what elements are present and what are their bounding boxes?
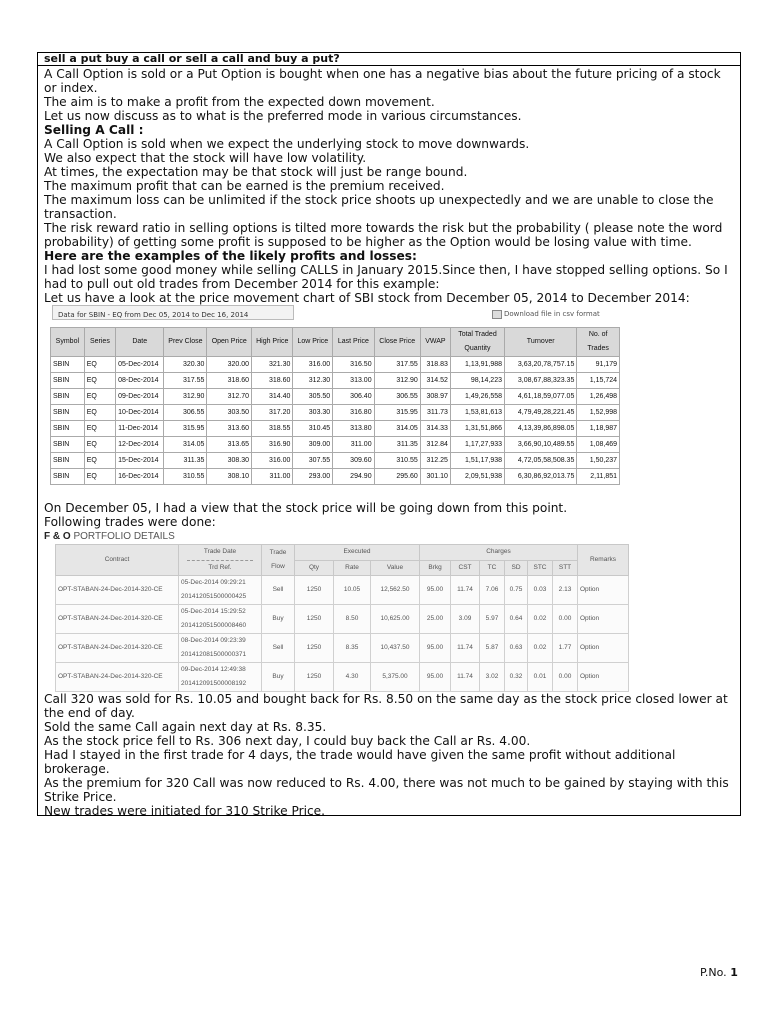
fo-cell: 12,562.50	[371, 576, 420, 605]
price-table-cell: 308.30	[207, 453, 252, 469]
price-table-cell: 3,08,67,88,323.35	[505, 373, 577, 389]
fo-cell: OPT-STABAN-24-Dec-2014-320-CE	[56, 576, 179, 605]
price-table-cell: 05-Dec-2014	[116, 357, 164, 373]
price-table-cell: 98,14,223	[450, 373, 504, 389]
fo-cell: 11.74	[451, 576, 480, 605]
price-table-header: Symbol	[51, 328, 85, 357]
price-table-row	[51, 389, 620, 405]
price-table-cell: 2,11,851	[577, 469, 620, 485]
price-table-cell: 317.55	[164, 373, 207, 389]
price-table-header: Total Traded Quantity	[450, 328, 504, 357]
fo-cell: OPT-STABAN-24-Dec-2014-320-CE	[56, 634, 179, 663]
fo-cell: 1250	[295, 634, 334, 663]
fo-cell: 5.97	[480, 605, 505, 634]
price-table-cell: 312.25	[420, 453, 450, 469]
content-box	[37, 52, 741, 816]
fo-cell: Buy	[262, 605, 295, 634]
after-table-para: Following trades were done:	[44, 515, 216, 529]
fo-cell: 10,625.00	[371, 605, 420, 634]
fo-cell: 0.00	[553, 663, 578, 692]
price-table-cell: 318.83	[420, 357, 450, 373]
page-number	[700, 966, 738, 979]
price-table-row	[51, 437, 620, 453]
price-table-cell: 313.80	[333, 421, 374, 437]
price-table-cell: 293.00	[293, 469, 333, 485]
price-table-cell: EQ	[84, 421, 115, 437]
fo-table	[55, 544, 629, 692]
price-table-cell: EQ	[84, 469, 115, 485]
fo-cell: 1.77	[553, 634, 578, 663]
price-table-cell: 4,79,49,28,221.45	[505, 405, 577, 421]
fo-title-bold: F & O	[44, 531, 71, 542]
price-table-cell: 311.00	[252, 469, 293, 485]
price-table-header: VWAP	[420, 328, 450, 357]
fo-cell: Sell	[262, 634, 295, 663]
price-table-cell: 305.50	[293, 389, 333, 405]
closing-para: As the stock price fell to Rs. 306 next day, I could buy back the Call ar Rs. 4.00.	[44, 734, 531, 748]
price-table-cell: 316.90	[252, 437, 293, 453]
price-table-cell: 311.73	[420, 405, 450, 421]
price-table-cell: SBIN	[51, 453, 85, 469]
fo-subheader: STT	[553, 560, 578, 576]
fo-h-trade-flow: Trade Flow	[262, 545, 295, 576]
download-label: Download file in csv format	[504, 310, 600, 318]
price-table-cell: 314.40	[252, 389, 293, 405]
price-table-caption: Data for SBIN - EQ from Dec 05, 2014 to Dec 16, 2014	[58, 311, 249, 319]
price-table-cell: 2,09,51,938	[450, 469, 504, 485]
price-table-cell: 3,63,20,78,757.15	[505, 357, 577, 373]
fo-cell: 4.30	[334, 663, 371, 692]
examples-heading: Here are the examples of the likely profits and losses:	[44, 249, 417, 263]
fo-subheader: SD	[505, 560, 528, 576]
price-table-row	[51, 405, 620, 421]
price-table-cell: 11-Dec-2014	[116, 421, 164, 437]
fo-subheader: Rate	[334, 560, 371, 576]
price-table-header: Turnover	[505, 328, 577, 357]
fo-trade-date: 08-Dec-2014 09:23:39	[181, 637, 246, 644]
fo-cell-date	[179, 663, 262, 692]
price-table-cell: 4,61,18,59,077.05	[505, 389, 577, 405]
price-table-cell: 1,31,51,866	[450, 421, 504, 437]
price-table-cell: SBIN	[51, 405, 85, 421]
price-table-cell: 313.00	[333, 373, 374, 389]
price-table	[50, 327, 620, 485]
fo-cell: 0.01	[528, 663, 553, 692]
price-table-cell: 4,13,39,86,898.05	[505, 421, 577, 437]
fo-cell: 3.02	[480, 663, 505, 692]
fo-trade-ref: 201412051500008460	[181, 622, 247, 629]
fo-h-trade-date	[179, 545, 262, 576]
price-table-cell: 307.55	[293, 453, 333, 469]
fo-cell: 0.32	[505, 663, 528, 692]
fo-h-trade-date-label: Trade Date	[203, 548, 237, 555]
price-table-cell: SBIN	[51, 437, 85, 453]
price-table-cell: 295.60	[374, 469, 420, 485]
price-table-cell: 09-Dec-2014	[116, 389, 164, 405]
price-table-cell: 310.45	[293, 421, 333, 437]
closing-para: Call 320 was sold for Rs. 10.05 and bought back for Rs. 8.50 on the same day as the stock price closed lower at the end of day.	[44, 692, 728, 720]
fo-h-remarks: Remarks	[578, 545, 629, 576]
price-table-row	[51, 469, 620, 485]
price-table-cell: 318.60	[252, 373, 293, 389]
price-table-cell: SBIN	[51, 469, 85, 485]
fo-title	[44, 530, 734, 544]
price-table-image	[44, 305, 620, 501]
fo-cell: 7.06	[480, 576, 505, 605]
fo-h-contract: Contract	[56, 545, 179, 576]
price-table-cell: 306.40	[333, 389, 374, 405]
fo-cell: 0.03	[528, 576, 553, 605]
price-table-cell: 1,18,987	[577, 421, 620, 437]
fo-cell: 0.00	[553, 605, 578, 634]
price-table-cell: 310.55	[164, 469, 207, 485]
price-table-cell: 1,08,469	[577, 437, 620, 453]
fo-row	[56, 576, 629, 605]
page-label: P.No.	[700, 966, 727, 979]
price-table-cell: 316.80	[333, 405, 374, 421]
price-table-cell: 313.65	[207, 437, 252, 453]
price-table-cell: 15-Dec-2014	[116, 453, 164, 469]
price-table-cell: 314.33	[420, 421, 450, 437]
price-table-cell: 08-Dec-2014	[116, 373, 164, 389]
fo-title-rest: PORTFOLIO DETAILS	[70, 531, 175, 542]
fo-trade-ref: 201412081500000371	[181, 651, 247, 658]
price-table-cell: 301.10	[420, 469, 450, 485]
closing-para: As the premium for 320 Call was now reduced to Rs. 4.00, there was not much to be gained by staying with this Strike Price.	[44, 776, 729, 804]
fo-cell: Option	[578, 634, 629, 663]
fo-cell: 10,437.50	[371, 634, 420, 663]
fo-cell-date	[179, 576, 262, 605]
price-table-cell: 303.30	[293, 405, 333, 421]
price-table-header: No. of Trades	[577, 328, 620, 357]
price-table-cell: EQ	[84, 357, 115, 373]
fo-trade-ref: 201412091500008192	[181, 680, 247, 687]
question-header: sell a put buy a call or sell a call and buy a put?	[38, 53, 740, 66]
price-table-cell: 311.00	[333, 437, 374, 453]
price-table-cell: EQ	[84, 437, 115, 453]
fo-cell: 0.02	[528, 605, 553, 634]
fo-cell: 95.00	[420, 634, 451, 663]
price-table-cell: 314.52	[420, 373, 450, 389]
price-table-cell: 312.84	[420, 437, 450, 453]
examples-para: Let us have a look at the price movement chart of SBI stock from December 05, 2014 to December 2014:	[44, 291, 690, 305]
price-table-cell: 312.90	[164, 389, 207, 405]
selling-para: At times, the expectation may be that stock will just be range bound.	[44, 165, 468, 179]
price-table-cell: 309.00	[293, 437, 333, 453]
price-table-cell: 1,15,724	[577, 373, 620, 389]
price-table-header: Close Price	[374, 328, 420, 357]
fo-cell: 0.64	[505, 605, 528, 634]
price-table-cell: 314.05	[374, 421, 420, 437]
price-table-cell: 316.00	[293, 357, 333, 373]
price-table-cell: 6,30,86,92,013.75	[505, 469, 577, 485]
selling-heading: Selling A Call :	[44, 123, 144, 137]
closing-para: New trades were initiated for 310 Strike Price.	[44, 804, 326, 818]
fo-cell: 8.35	[334, 634, 371, 663]
fo-cell: 1250	[295, 605, 334, 634]
fo-h-charges: Charges	[420, 545, 578, 561]
article-body	[44, 67, 734, 818]
fo-trade-date: 09-Dec-2014 12:49:38	[181, 666, 246, 673]
price-table-cell: 294.90	[333, 469, 374, 485]
price-table-row	[51, 453, 620, 469]
price-table-cell: 1,13,91,988	[450, 357, 504, 373]
selling-para: The maximum profit that can be earned is the premium received.	[44, 179, 445, 193]
price-table-cell: 317.55	[374, 357, 420, 373]
price-table-header: Low Price	[293, 328, 333, 357]
price-table-row	[51, 421, 620, 437]
price-table-cell: 12-Dec-2014	[116, 437, 164, 453]
price-table-cell: EQ	[84, 453, 115, 469]
fo-cell: 3.09	[451, 605, 480, 634]
price-table-header: Open Price	[207, 328, 252, 357]
fo-cell: 0.02	[528, 634, 553, 663]
fo-cell: 0.63	[505, 634, 528, 663]
price-table-cell: 308.10	[207, 469, 252, 485]
fo-cell: 95.00	[420, 576, 451, 605]
fo-subheader: TC	[480, 560, 505, 576]
fo-cell: 1250	[295, 576, 334, 605]
fo-cell: OPT-STABAN-24-Dec-2014-320-CE	[56, 663, 179, 692]
price-table-cell: 3,66,90,10,489.55	[505, 437, 577, 453]
selling-para: A Call Option is sold when we expect the underlying stock to move downwards.	[44, 137, 530, 151]
download-icon	[492, 310, 502, 319]
intro-para: A Call Option is sold or a Put Option is bought when one has a negative bias about the future pricing of a stock or index.	[44, 67, 721, 95]
intro-para: Let us now discuss as to what is the preferred mode in various circumstances.	[44, 109, 522, 123]
price-table-cell: 317.20	[252, 405, 293, 421]
closing-para: Sold the same Call again next day at Rs. 8.35.	[44, 720, 327, 734]
fo-cell: 5.87	[480, 634, 505, 663]
price-table-cell: 314.05	[164, 437, 207, 453]
price-table-cell: 318.60	[207, 373, 252, 389]
price-table-cell: 16-Dec-2014	[116, 469, 164, 485]
price-table-cell: 315.95	[374, 405, 420, 421]
price-table-cell: 10-Dec-2014	[116, 405, 164, 421]
after-table-para: On December 05, I had a view that the stock price will be going down from this point.	[44, 501, 568, 515]
price-table-cell: 313.60	[207, 421, 252, 437]
fo-subheader: STC	[528, 560, 553, 576]
fo-cell: 25.00	[420, 605, 451, 634]
page-number-value: 1	[730, 966, 738, 979]
fo-cell: 10.05	[334, 576, 371, 605]
fo-trade-date: 05-Dec-2014 15:29:52	[181, 608, 246, 615]
fo-row	[56, 663, 629, 692]
intro-para: The aim is to make a profit from the expected down movement.	[44, 95, 435, 109]
fo-cell: Sell	[262, 576, 295, 605]
fo-cell: 11.74	[451, 663, 480, 692]
fo-cell-date	[179, 605, 262, 634]
fo-cell: 11.74	[451, 634, 480, 663]
price-table-cell: 312.30	[293, 373, 333, 389]
fo-cell: Option	[578, 605, 629, 634]
fo-cell: Option	[578, 663, 629, 692]
price-table-cell: SBIN	[51, 373, 85, 389]
fo-subheader: CST	[451, 560, 480, 576]
fo-cell: Option	[578, 576, 629, 605]
price-table-cell: EQ	[84, 373, 115, 389]
fo-trade-ref: 201412051500000425	[181, 593, 247, 600]
price-table-cell: 306.55	[374, 389, 420, 405]
price-table-cell: 320.00	[207, 357, 252, 373]
price-table-cell: 4,72,05,58,508.35	[505, 453, 577, 469]
price-table-cell: EQ	[84, 405, 115, 421]
price-table-cell: 311.35	[374, 437, 420, 453]
price-table-cell: EQ	[84, 389, 115, 405]
price-table-cell: 303.50	[207, 405, 252, 421]
price-table-row	[51, 373, 620, 389]
price-table-cell: 1,51,17,938	[450, 453, 504, 469]
price-table-cell: 321.30	[252, 357, 293, 373]
selling-para: The maximum loss can be unlimited if the stock price shoots up unexpectedly and we are unable to close the transaction.	[44, 193, 714, 221]
fo-cell: 0.75	[505, 576, 528, 605]
price-table-cell: 1,26,498	[577, 389, 620, 405]
price-table-cell: 311.35	[164, 453, 207, 469]
fo-cell: 5,375.00	[371, 663, 420, 692]
download-link[interactable]	[492, 307, 600, 321]
fo-row	[56, 605, 629, 634]
price-table-header: Prev Close	[164, 328, 207, 357]
fo-cell: 2.13	[553, 576, 578, 605]
price-table-header: Series	[84, 328, 115, 357]
fo-cell: Buy	[262, 663, 295, 692]
price-table-cell: 1,50,237	[577, 453, 620, 469]
price-table-cell: 1,17,27,933	[450, 437, 504, 453]
price-table-cell: 1,49,26,558	[450, 389, 504, 405]
fo-h-trd-ref: Trd Ref.	[187, 560, 253, 575]
price-table-cell: 309.60	[333, 453, 374, 469]
price-table-cell: 1,52,998	[577, 405, 620, 421]
price-table-row	[51, 357, 620, 373]
fo-cell-date	[179, 634, 262, 663]
fo-subheader: Brkg	[420, 560, 451, 576]
selling-para: The risk reward ratio in selling options is tilted more towards the risk but the probability ( please note the word probability) of getting some profit is supposed to be higher as the Option would be losing value with time.	[44, 221, 723, 249]
price-table-cell: 91,179	[577, 357, 620, 373]
fo-cell: 8.50	[334, 605, 371, 634]
price-table-cell: 310.55	[374, 453, 420, 469]
price-table-header: High Price	[252, 328, 293, 357]
price-table-cell: 308.97	[420, 389, 450, 405]
price-table-cell: 312.90	[374, 373, 420, 389]
price-table-cell: 316.00	[252, 453, 293, 469]
fo-trade-date: 05-Dec-2014 09:29:21	[181, 579, 246, 586]
fo-subheader: Qty	[295, 560, 334, 576]
selling-para: We also expect that the stock will have low volatility.	[44, 151, 367, 165]
examples-para: I had lost some good money while selling CALLS in January 2015.Since then, I have stopped selling options. So I had to pull out old trades from December 2014 for this example:	[44, 263, 728, 291]
price-table-cell: 1,53,81,613	[450, 405, 504, 421]
price-table-cell: 316.50	[333, 357, 374, 373]
price-table-cell: 306.55	[164, 405, 207, 421]
fo-row	[56, 634, 629, 663]
fo-subheader: Value	[371, 560, 420, 576]
fo-cell: 95.00	[420, 663, 451, 692]
fo-cell: 1250	[295, 663, 334, 692]
price-table-cell: 320.30	[164, 357, 207, 373]
fo-h-executed: Executed	[295, 545, 420, 561]
price-table-header: Last Price	[333, 328, 374, 357]
price-table-header: Date	[116, 328, 164, 357]
price-table-cell: SBIN	[51, 421, 85, 437]
price-table-cell: 312.70	[207, 389, 252, 405]
fo-cell: OPT-STABAN-24-Dec-2014-320-CE	[56, 605, 179, 634]
price-table-cell: 315.95	[164, 421, 207, 437]
closing-para: Had I stayed in the first trade for 4 days, the trade would have given the same profit without additional brokerage.	[44, 748, 676, 776]
price-table-cell: SBIN	[51, 389, 85, 405]
price-table-cell: 318.55	[252, 421, 293, 437]
price-table-cell: SBIN	[51, 357, 85, 373]
